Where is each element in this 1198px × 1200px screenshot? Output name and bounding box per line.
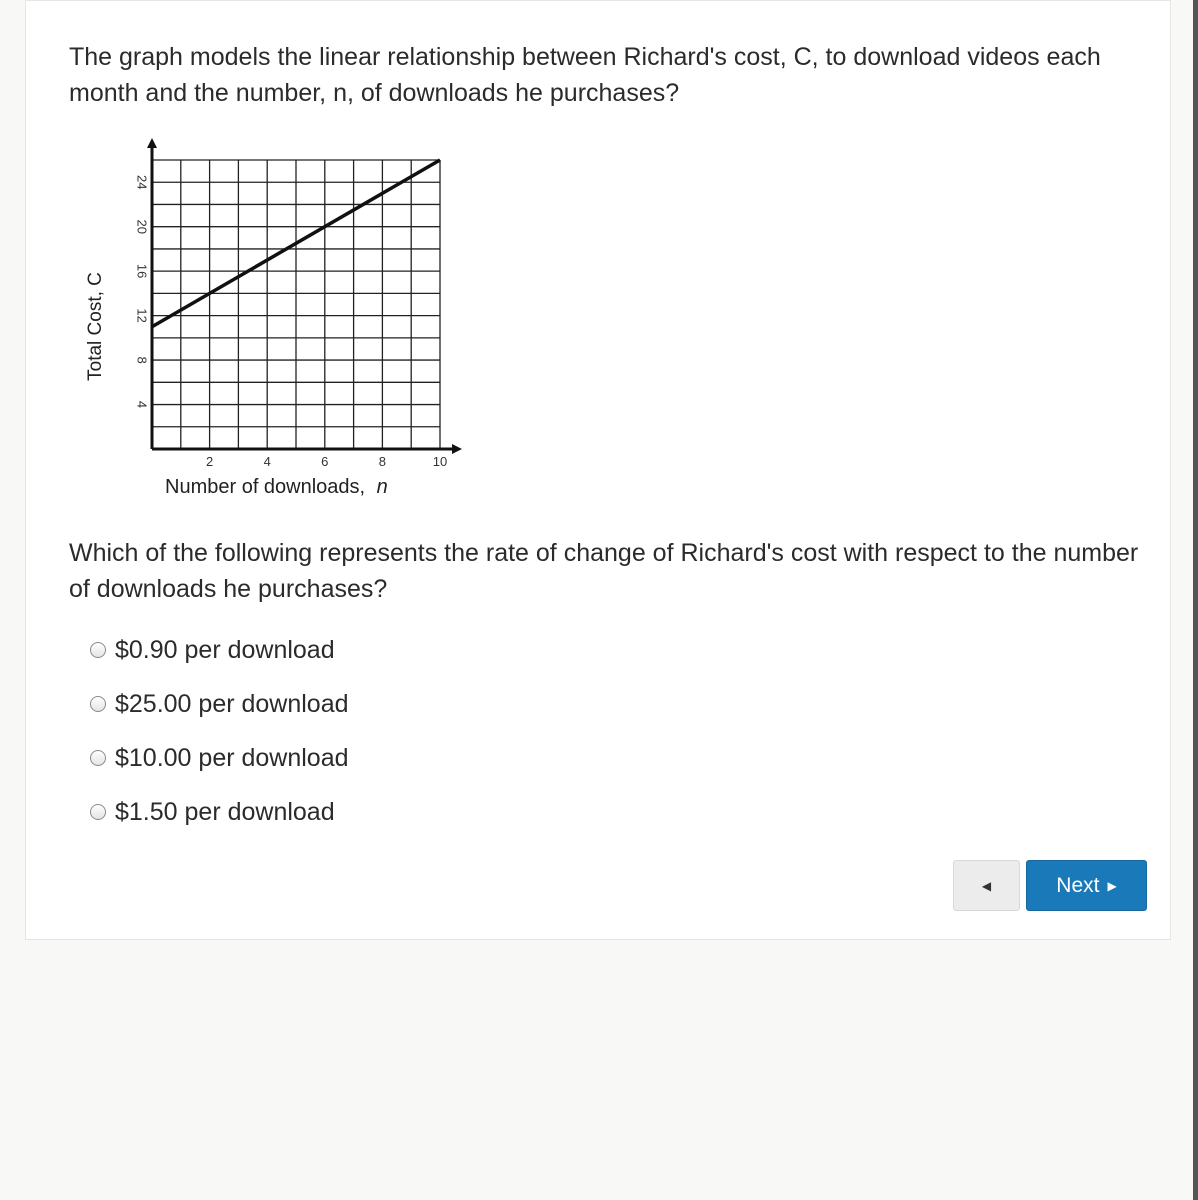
x-tick-label: 2	[205, 454, 214, 469]
triangle-left-icon: ◀	[981, 878, 992, 893]
x-tick-label: 10	[432, 454, 448, 469]
next-label: Next	[1056, 873, 1100, 897]
window-edge	[1193, 0, 1198, 1200]
x-axis-title-var: n	[376, 476, 388, 498]
option-label: $1.50 per download	[115, 797, 335, 826]
y-tick-label: 12	[134, 308, 150, 323]
y-tick-label: 20	[134, 219, 150, 234]
x-axis-arrow	[452, 444, 462, 454]
radio-button[interactable]	[90, 804, 106, 820]
answer-options	[90, 623, 349, 839]
option-3[interactable]	[90, 731, 349, 785]
triangle-right-icon: ▶	[1107, 878, 1117, 893]
x-axis-title-text: Number of downloads,	[165, 476, 371, 498]
question-intro: The graph models the linear relationship between Richard's cost, C, to download videos each month and the number, n, of downloads he purchases?	[69, 43, 1101, 107]
question-prompt: Which of the following represents the rate of change of Richard's cost with respect to the number of downloads he purchases?	[69, 539, 1139, 603]
x-axis-title	[165, 476, 388, 498]
option-1[interactable]	[90, 623, 349, 677]
previous-button[interactable]	[953, 860, 1020, 911]
radio-button[interactable]	[90, 696, 106, 712]
option-label: $0.90 per download	[115, 635, 335, 664]
x-tick-label: 4	[263, 454, 271, 469]
cost-graph	[81, 131, 501, 511]
y-axis-title: Total Cost, C	[85, 272, 106, 381]
next-button[interactable]	[1026, 860, 1147, 911]
x-tick-label: 6	[321, 454, 329, 469]
y-tick-label: 16	[134, 263, 150, 279]
y-tick-label: 4	[134, 400, 150, 409]
y-tick-label: 8	[134, 356, 150, 364]
radio-button[interactable]	[90, 642, 106, 658]
question-card	[25, 0, 1171, 940]
option-label: $10.00 per download	[115, 743, 349, 772]
y-tick-label: 24	[134, 174, 150, 190]
option-2[interactable]	[90, 677, 349, 731]
x-tick-label: 8	[378, 454, 387, 469]
option-4[interactable]	[90, 785, 349, 839]
y-axis-arrow	[147, 138, 157, 148]
option-label: $25.00 per download	[115, 689, 349, 718]
radio-button[interactable]	[90, 750, 106, 766]
